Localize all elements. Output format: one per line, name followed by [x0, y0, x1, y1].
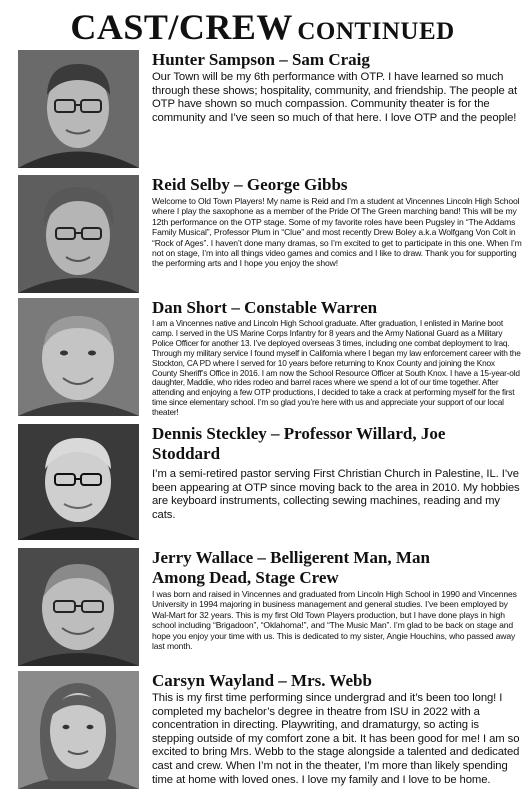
cast-name: Jerry Wallace – Belligerent Man, Man Among Dead, Stage Crew — [152, 548, 430, 587]
cast-name: Reid Selby – George Gibbs — [152, 175, 348, 194]
headshot-photo — [18, 50, 139, 168]
headshot-photo — [18, 175, 139, 293]
cast-text — [152, 548, 522, 651]
cast-text — [152, 298, 522, 418]
title-sub: CONTINUED — [297, 18, 455, 45]
cast-bio: Our Town will be my 6th performance with OTP. I have learned so much through these shows; hospitality, community, and friendship. The people at OTP have shown so much compassion. Community theater is for the community and I’ve seen so much of that here. I love OTP and the people! — [152, 71, 517, 124]
cast-text — [152, 671, 522, 787]
headshot-photo — [18, 671, 139, 789]
cast-bio: Welcome to Old Town Players! My name is Reid and I’m a student at Vincennes Lincoln High School where I play the saxophone as a member of the Pride Of The Green marching band! This will be my 12th performance on the OTP stage. Some of my favorite roles have been Pugsley in “The Addams Family Musical”, Professor Plum in “Clue” and most recently Drew Boley a.k.a Wolfgang Von Colt in “Rock of Ages”. I haven’t done many dramas, so I’m excited to get to participate in this one. When I’m not on stage, I’m into all things video games and comics and I like to draw. Thank you for supporting the performing arts and I hope you enjoy the show! — [152, 196, 522, 269]
cast-bio: I am a Vincennes native and Lincoln High School graduate. After graduation, I enlisted in Marine boot camp. I served in the US Marine Corps Infantry for 8 years and the Army National Guard as a Military Police Officer for another 13. I’ve deployed overseas 3 times, including one combat deployment to Iraq. Through my military service I found myself in California where I began my law enforcement career with the Stockton, CA PD where I served for 10 years before returning to Knox County and joining the Knox County Sheriff’s Office in 2016. I am now the School Resource Officer at South Knox. I have a 15-year-old daughter, Maddie, who rides rodeo and barrel races where we spend a lot of our time together. After attending and enjoying a few OTP productions, I decided to take a crack at performing myself for the first time since elementary school. I’m so glad you’re here with us and appreciate your support of our local theater! — [152, 318, 521, 418]
cast-text — [152, 50, 522, 125]
cast-text — [152, 424, 522, 522]
cast-name: Dennis Steckley – Professor Willard, Joe Stoddard — [152, 424, 446, 463]
headshot-photo — [18, 548, 139, 666]
cast-name: Carsyn Wayland – Mrs. Webb — [152, 671, 372, 690]
cast-name: Dan Short – Constable Warren — [152, 298, 378, 317]
headshot-photo — [18, 424, 139, 540]
cast-bio: I was born and raised in Vincennes and graduated from Lincoln High School in 1990 and Vincennes University in 1994 majoring in business management and general studies. I’ve been employed by Wal-Mart for 32 years. This is my first Old Town Players production, but I have done plays in high school including “Brigadoon”, “Oklahoma!”, and “The Music Man”. I’m glad to be back on stage and hope you enjoy your time with us. This is dedicated to my sister, Angie Houchins, who passed away last month. — [152, 589, 517, 652]
cast-bio: This is my first time performing since undergrad and it’s been too long! I completed my bachelor’s degree in theatre from ISU in 2022 with a concentration in directing. Playwriting, and dramaturgy, so acting is stepping outside of my comfort zone a bit. It has been good for me! I am so excited to bring Mrs. Webb to the stage alongside a talented and dedicated cast and crew. When I’m not in the theater, I’m more than likely spending time at home with loved ones. I love my family and I love to be home. — [152, 692, 520, 786]
headshot-photo — [18, 298, 139, 416]
page-title — [0, 6, 525, 48]
cast-bio: I’m a semi-retired pastor serving First Christian Church in Palestine, IL. I’ve been appearing at OTP since moving back to the area in 2010. My hobbies are keyboard instruments, collecting sewing machines, reading and my cats. — [152, 468, 520, 521]
cast-name: Hunter Sampson – Sam Craig — [152, 50, 370, 69]
title-main: CAST/CREW — [70, 7, 293, 47]
cast-text — [152, 175, 522, 269]
